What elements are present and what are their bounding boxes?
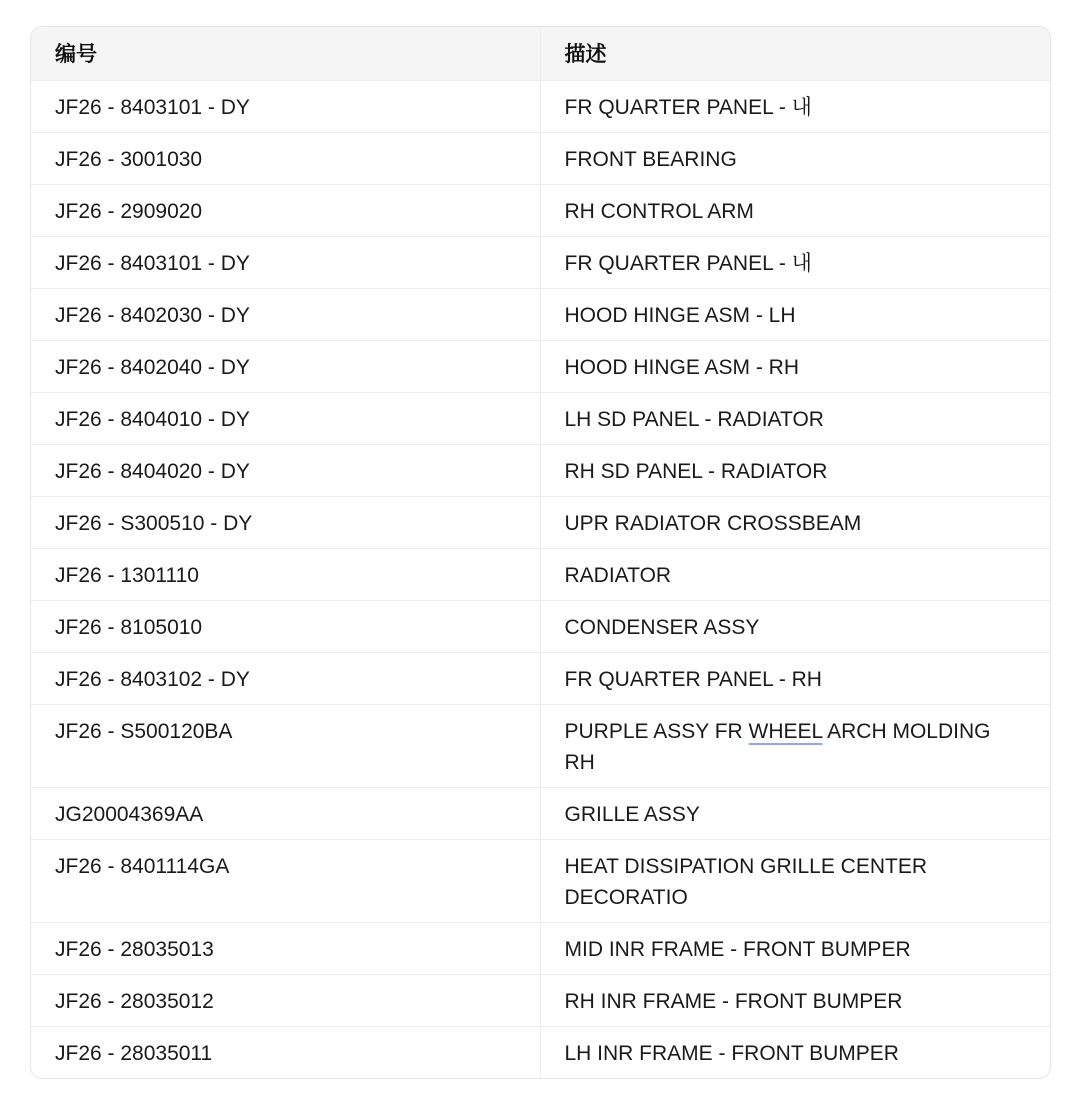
table-row — [31, 704, 1050, 787]
table-row — [31, 444, 1050, 496]
parts-table-container — [30, 26, 1051, 1079]
column-header-description: 描述 — [540, 27, 1050, 80]
table-row — [31, 392, 1050, 444]
spellcheck-underlined-word: WHEEL — [748, 719, 823, 743]
part-code: JF26 - 8402040 - DY — [55, 355, 250, 379]
part-description: CONDENSER ASSY — [540, 600, 1050, 652]
parts-table — [31, 27, 1050, 1078]
table-row — [31, 236, 1050, 288]
part-code: JF26 - S500120BA — [55, 719, 233, 743]
part-description: GRILLE ASSY — [540, 787, 1050, 839]
table-row — [31, 922, 1050, 974]
part-description: HOOD HINGE ASM - RH — [540, 340, 1050, 392]
column-header-code: 编号 — [55, 43, 97, 67]
table-header-row — [31, 27, 1050, 80]
table-row — [31, 1026, 1050, 1078]
part-code: JF26 - 8404010 - DY — [55, 407, 250, 431]
table-row — [31, 496, 1050, 548]
part-code: JF26 - 8401114GA — [55, 854, 230, 878]
part-description: HOOD HINGE ASM - LH — [540, 288, 1050, 340]
description-text-end: ARCH MOLDING RH — [564, 719, 991, 774]
table-row — [31, 288, 1050, 340]
table-row — [31, 80, 1050, 132]
part-code: JF26 - 8403101 - DY — [55, 95, 250, 119]
table-row — [31, 652, 1050, 704]
part-description: RH SD PANEL - RADIATOR — [540, 444, 1050, 496]
part-code: JF26 - 8105010 — [55, 615, 203, 639]
part-code: JF26 - 3001030 — [55, 147, 203, 171]
part-description: FR QUARTER PANEL - RH — [540, 652, 1050, 704]
part-description: HEAT DISSIPATION GRILLE CENTER DECORATIO — [540, 839, 1050, 922]
part-description: FR QUARTER PANEL - 내 — [540, 80, 1050, 132]
part-code: JF26 - 8403102 - DY — [55, 667, 250, 691]
part-description: MID INR FRAME - FRONT BUMPER — [540, 922, 1050, 974]
part-code: JF26 - 28035011 — [55, 1041, 213, 1065]
part-description: UPR RADIATOR CROSSBEAM — [540, 496, 1050, 548]
part-code: JG20004369AA — [55, 802, 204, 826]
table-row — [31, 548, 1050, 600]
part-description — [540, 704, 1050, 787]
part-code: JF26 - 8402030 - DY — [55, 303, 250, 327]
part-description: FR QUARTER PANEL - 내 — [540, 236, 1050, 288]
table-row — [31, 787, 1050, 839]
part-description: FRONT BEARING — [540, 132, 1050, 184]
part-code: JF26 - 2909020 — [55, 199, 203, 223]
part-description: RH INR FRAME - FRONT BUMPER — [540, 974, 1050, 1026]
table-row — [31, 340, 1050, 392]
table-row — [31, 184, 1050, 236]
description-text-start: PURPLE ASSY FR — [564, 719, 749, 743]
part-code: JF26 - 28035013 — [55, 937, 214, 961]
part-description: RADIATOR — [540, 548, 1050, 600]
table-row — [31, 974, 1050, 1026]
part-code: JF26 - S300510 - DY — [55, 511, 253, 535]
part-code: JF26 - 8403101 - DY — [55, 251, 250, 275]
part-code: JF26 - 8404020 - DY — [55, 459, 250, 483]
part-description: RH CONTROL ARM — [540, 184, 1050, 236]
table-row — [31, 600, 1050, 652]
table-row — [31, 839, 1050, 922]
part-code: JF26 - 28035012 — [55, 989, 214, 1013]
part-code: JF26 - 1301110 — [55, 563, 199, 587]
part-description: LH INR FRAME - FRONT BUMPER — [540, 1026, 1050, 1078]
part-description: LH SD PANEL - RADIATOR — [540, 392, 1050, 444]
table-row — [31, 132, 1050, 184]
